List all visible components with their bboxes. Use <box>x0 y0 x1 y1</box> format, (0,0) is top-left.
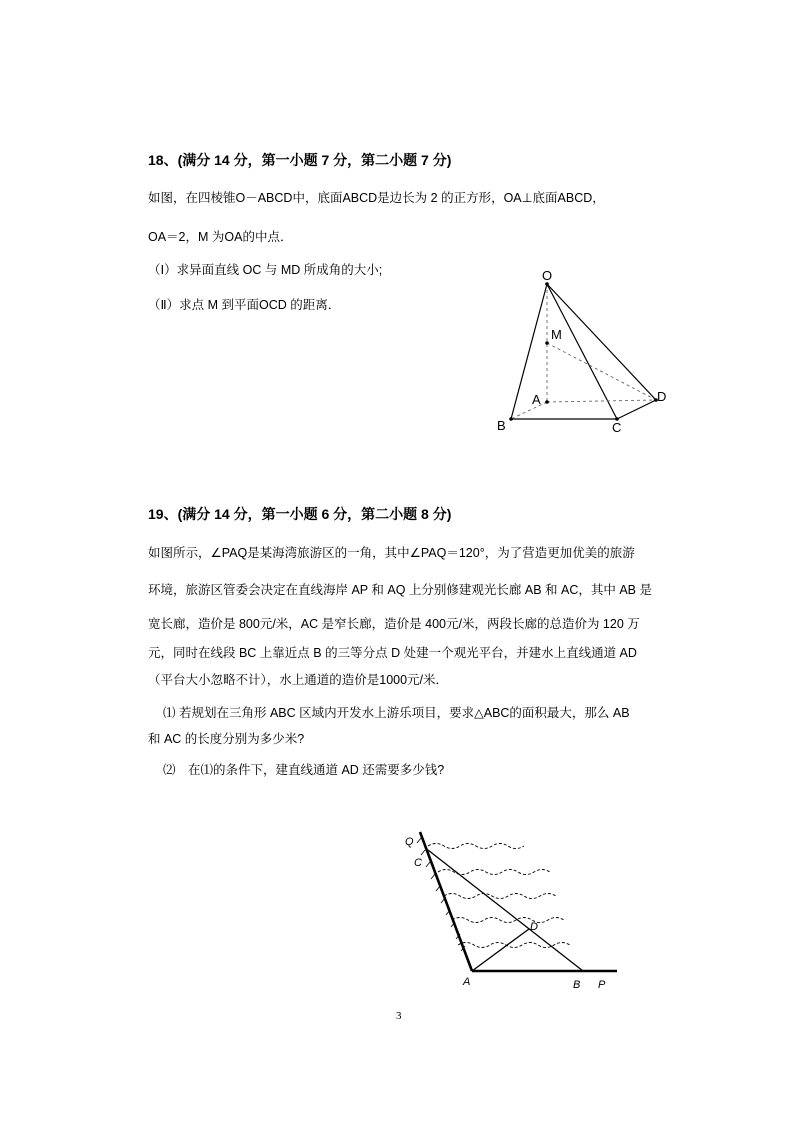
label-M: M <box>551 327 562 342</box>
point-A <box>545 400 549 404</box>
label-A: A <box>463 976 471 988</box>
q19-line4: 元，同时在线段 BC 上靠近点 B 的三等分点 D 处建一个观光平台，并建水上直线通道 AD <box>148 646 637 660</box>
q18-line2: OA＝2，M 为OA的中点． <box>148 230 293 244</box>
q19-line1: 如图所示，∠PAQ是某海湾旅游区的一角，其中∠PAQ＝120°，为了营造更加优美的旅游 <box>148 546 635 560</box>
label-B: B <box>497 418 506 433</box>
label-C: C <box>612 420 622 435</box>
point-B <box>509 417 513 421</box>
q18-heading: 18、(满分 14 分，第一小题 7 分，第二小题 7 分) <box>148 152 452 168</box>
label-D: D <box>530 921 538 933</box>
edge-AB <box>511 402 547 419</box>
edge-CD <box>617 400 656 419</box>
q18-line1: 如图，在四棱锥O－ABCD中，底面ABCD是边长为 2 的正方形，OA⊥底面ABCD， <box>148 191 605 205</box>
edge-OC <box>547 284 617 419</box>
edge-MD <box>547 343 656 400</box>
q19-sub1-line2: 和 AC 的长度分别为多少米? <box>148 732 305 746</box>
label-D: D <box>657 389 667 404</box>
label-A: A <box>532 392 541 407</box>
q18-part2: （Ⅱ）求点 M 到平面OCD 的距离． <box>148 298 341 312</box>
edge-OB <box>511 284 547 419</box>
label-O: O <box>542 268 553 283</box>
label-Q: Q <box>405 836 414 848</box>
edge-OD <box>547 284 656 400</box>
q19-sub1-line1: ⑴ 若规划在三角形 ABC 区域内开发水上游乐项目，要求△ABC的面积最大，那么 AB <box>163 706 630 720</box>
q19-line2: 环境，旅游区管委会决定在直线海岸 AP 和 AQ 上分别修建观光长廊 AB 和 AC，其中 AB 是 <box>148 583 652 597</box>
q19-line5: （平台大小忽略不计），水上通道的造价是1000元/米． <box>148 673 449 687</box>
q18-part1: （Ⅰ）求异面直线 OC 与 MD 所成角的大小; <box>148 263 383 277</box>
q19-sub2: ⑵ 在⑴的条件下，建直线通道 AD 还需要多少钱? <box>163 763 445 777</box>
point-M <box>545 341 549 345</box>
label-B: B <box>573 979 581 991</box>
label-P: P <box>598 979 606 991</box>
q19-heading: 19、(满分 14 分，第一小题 6 分，第二小题 8 分) <box>148 506 452 522</box>
q19-line3: 宽长廊，造价是 800元/米，AC 是窄长廊，造价是 400元/米，两段长廊的总造价为 120 万 <box>148 617 640 631</box>
edge-AD <box>547 400 656 402</box>
page-number: 3 <box>396 1010 402 1022</box>
label-C: C <box>414 857 422 869</box>
